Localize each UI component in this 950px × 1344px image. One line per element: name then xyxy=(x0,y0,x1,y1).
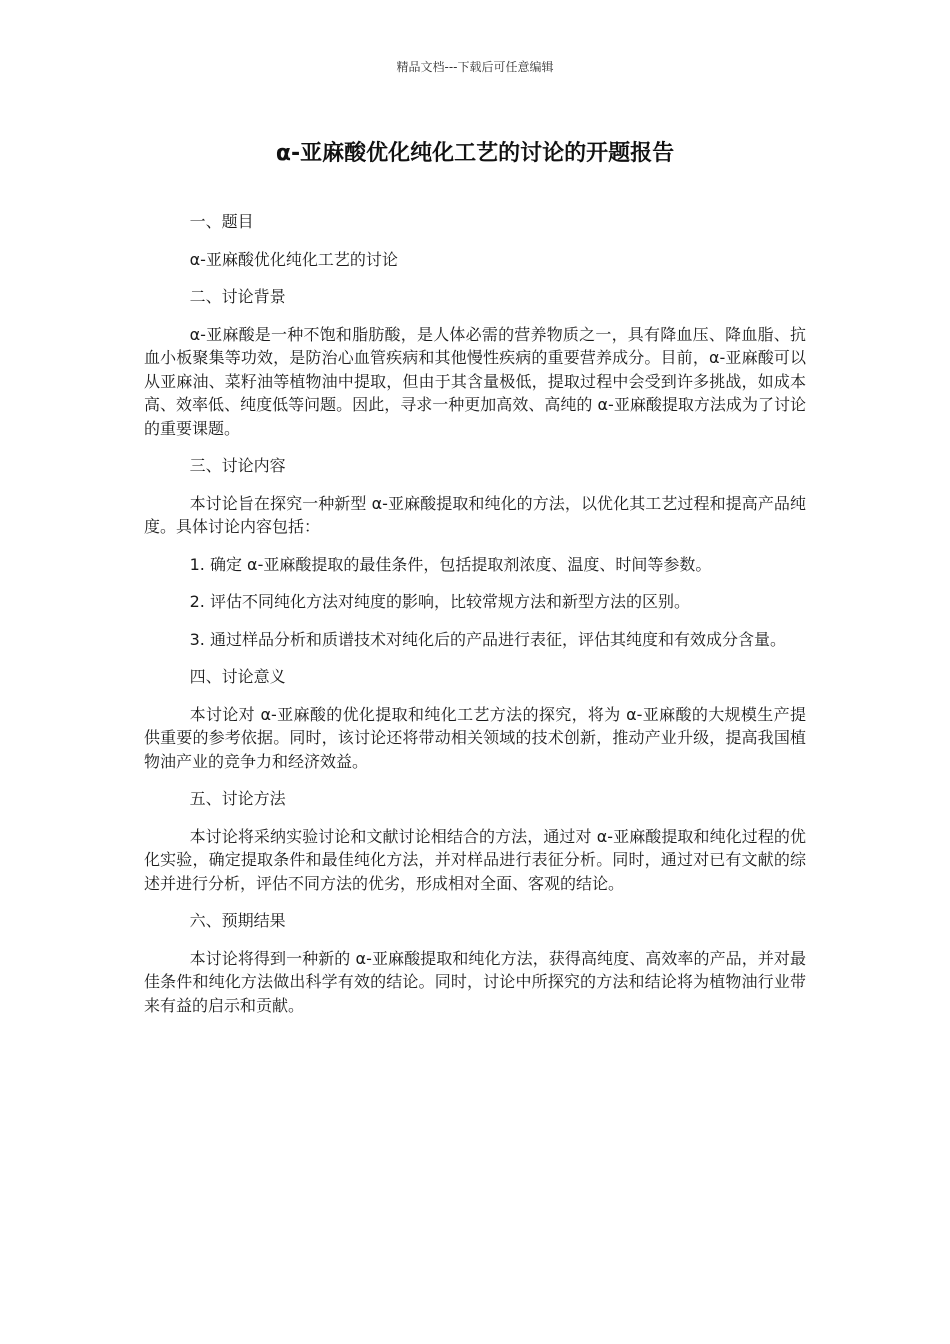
content-item-3: 3. 通过样品分析和质谱技术对纯化后的产品进行表征，评估其纯度和有效成分含量。 xyxy=(189,629,786,649)
section-heading-content: 三、讨论内容 xyxy=(189,456,286,475)
section-heading-background: 二、讨论背景 xyxy=(189,287,286,306)
background-paragraph: α-亚麻酸是一种不饱和脂肪酸，是人体必需的营养物质之一，具有降血压、降血脂、抗血小板聚集等功效，是防治心血管疾病和其他慢性疾病的重要营养成分。目前，α-亚麻酸可以从亚麻油、菜籽油等植物油中提取，但由于其含量极低，提取过程中会受到许多挑战，如成本高、效率低、纯度低等问题。因此，寻求一种更加高效、高纯的 α-亚麻酸提取方法成为了讨论的重要课题。 xyxy=(144,324,806,438)
content-intro-paragraph: 本讨论旨在探究一种新型 α-亚麻酸提取和纯化的方法，以优化其工艺过程和提高产品纯度。具体讨论内容包括： xyxy=(144,493,806,536)
content-item-1: 1. 确定 α-亚麻酸提取的最佳条件，包括提取剂浓度、温度、时间等参数。 xyxy=(189,554,712,574)
method-paragraph: 本讨论将采纳实验讨论和文献讨论相结合的方法，通过对 α-亚麻酸提取和纯化过程的优化实验，确定提取条件和最佳纯化方法，并对样品进行表征分析。同时，通过对已有文献的综述并进行分析，评估不同方法的优劣，形成相对全面、客观的结论。 xyxy=(144,826,806,893)
topic-text: α-亚麻酸优化纯化工艺的讨论 xyxy=(189,249,398,269)
content-item-2: 2. 评估不同纯化方法对纯度的影响，比较常规方法和新型方法的区别。 xyxy=(189,592,690,611)
document-body xyxy=(144,210,806,1031)
significance-paragraph: 本讨论对 α-亚麻酸的优化提取和纯化工艺方法的探究，将为 α-亚麻酸的大规模生产提供重要的参考依据。同时，该讨论还将带动相关领域的技术创新，推动产业升级，提高我国植物油产业的竞争力和经济效益。 xyxy=(144,704,806,771)
section-heading-topic: 一、题目 xyxy=(189,212,254,231)
header-note: 精品文档---下载后可任意编辑 xyxy=(396,60,554,74)
section-heading-method: 五、讨论方法 xyxy=(189,789,286,808)
section-heading-significance: 四、讨论意义 xyxy=(189,667,286,686)
expected-results-paragraph: 本讨论将得到一种新的 α-亚麻酸提取和纯化方法，获得高纯度、高效率的产品，并对最佳条件和纯化方法做出科学有效的结论。同时，讨论中所探究的方法和结论将为植物油行业带来有益的启示和贡献。 xyxy=(144,948,806,1015)
document-title: α-亚麻酸优化纯化工艺的讨论的开题报告 xyxy=(275,141,675,166)
section-heading-expected-results: 六、预期结果 xyxy=(189,911,286,930)
